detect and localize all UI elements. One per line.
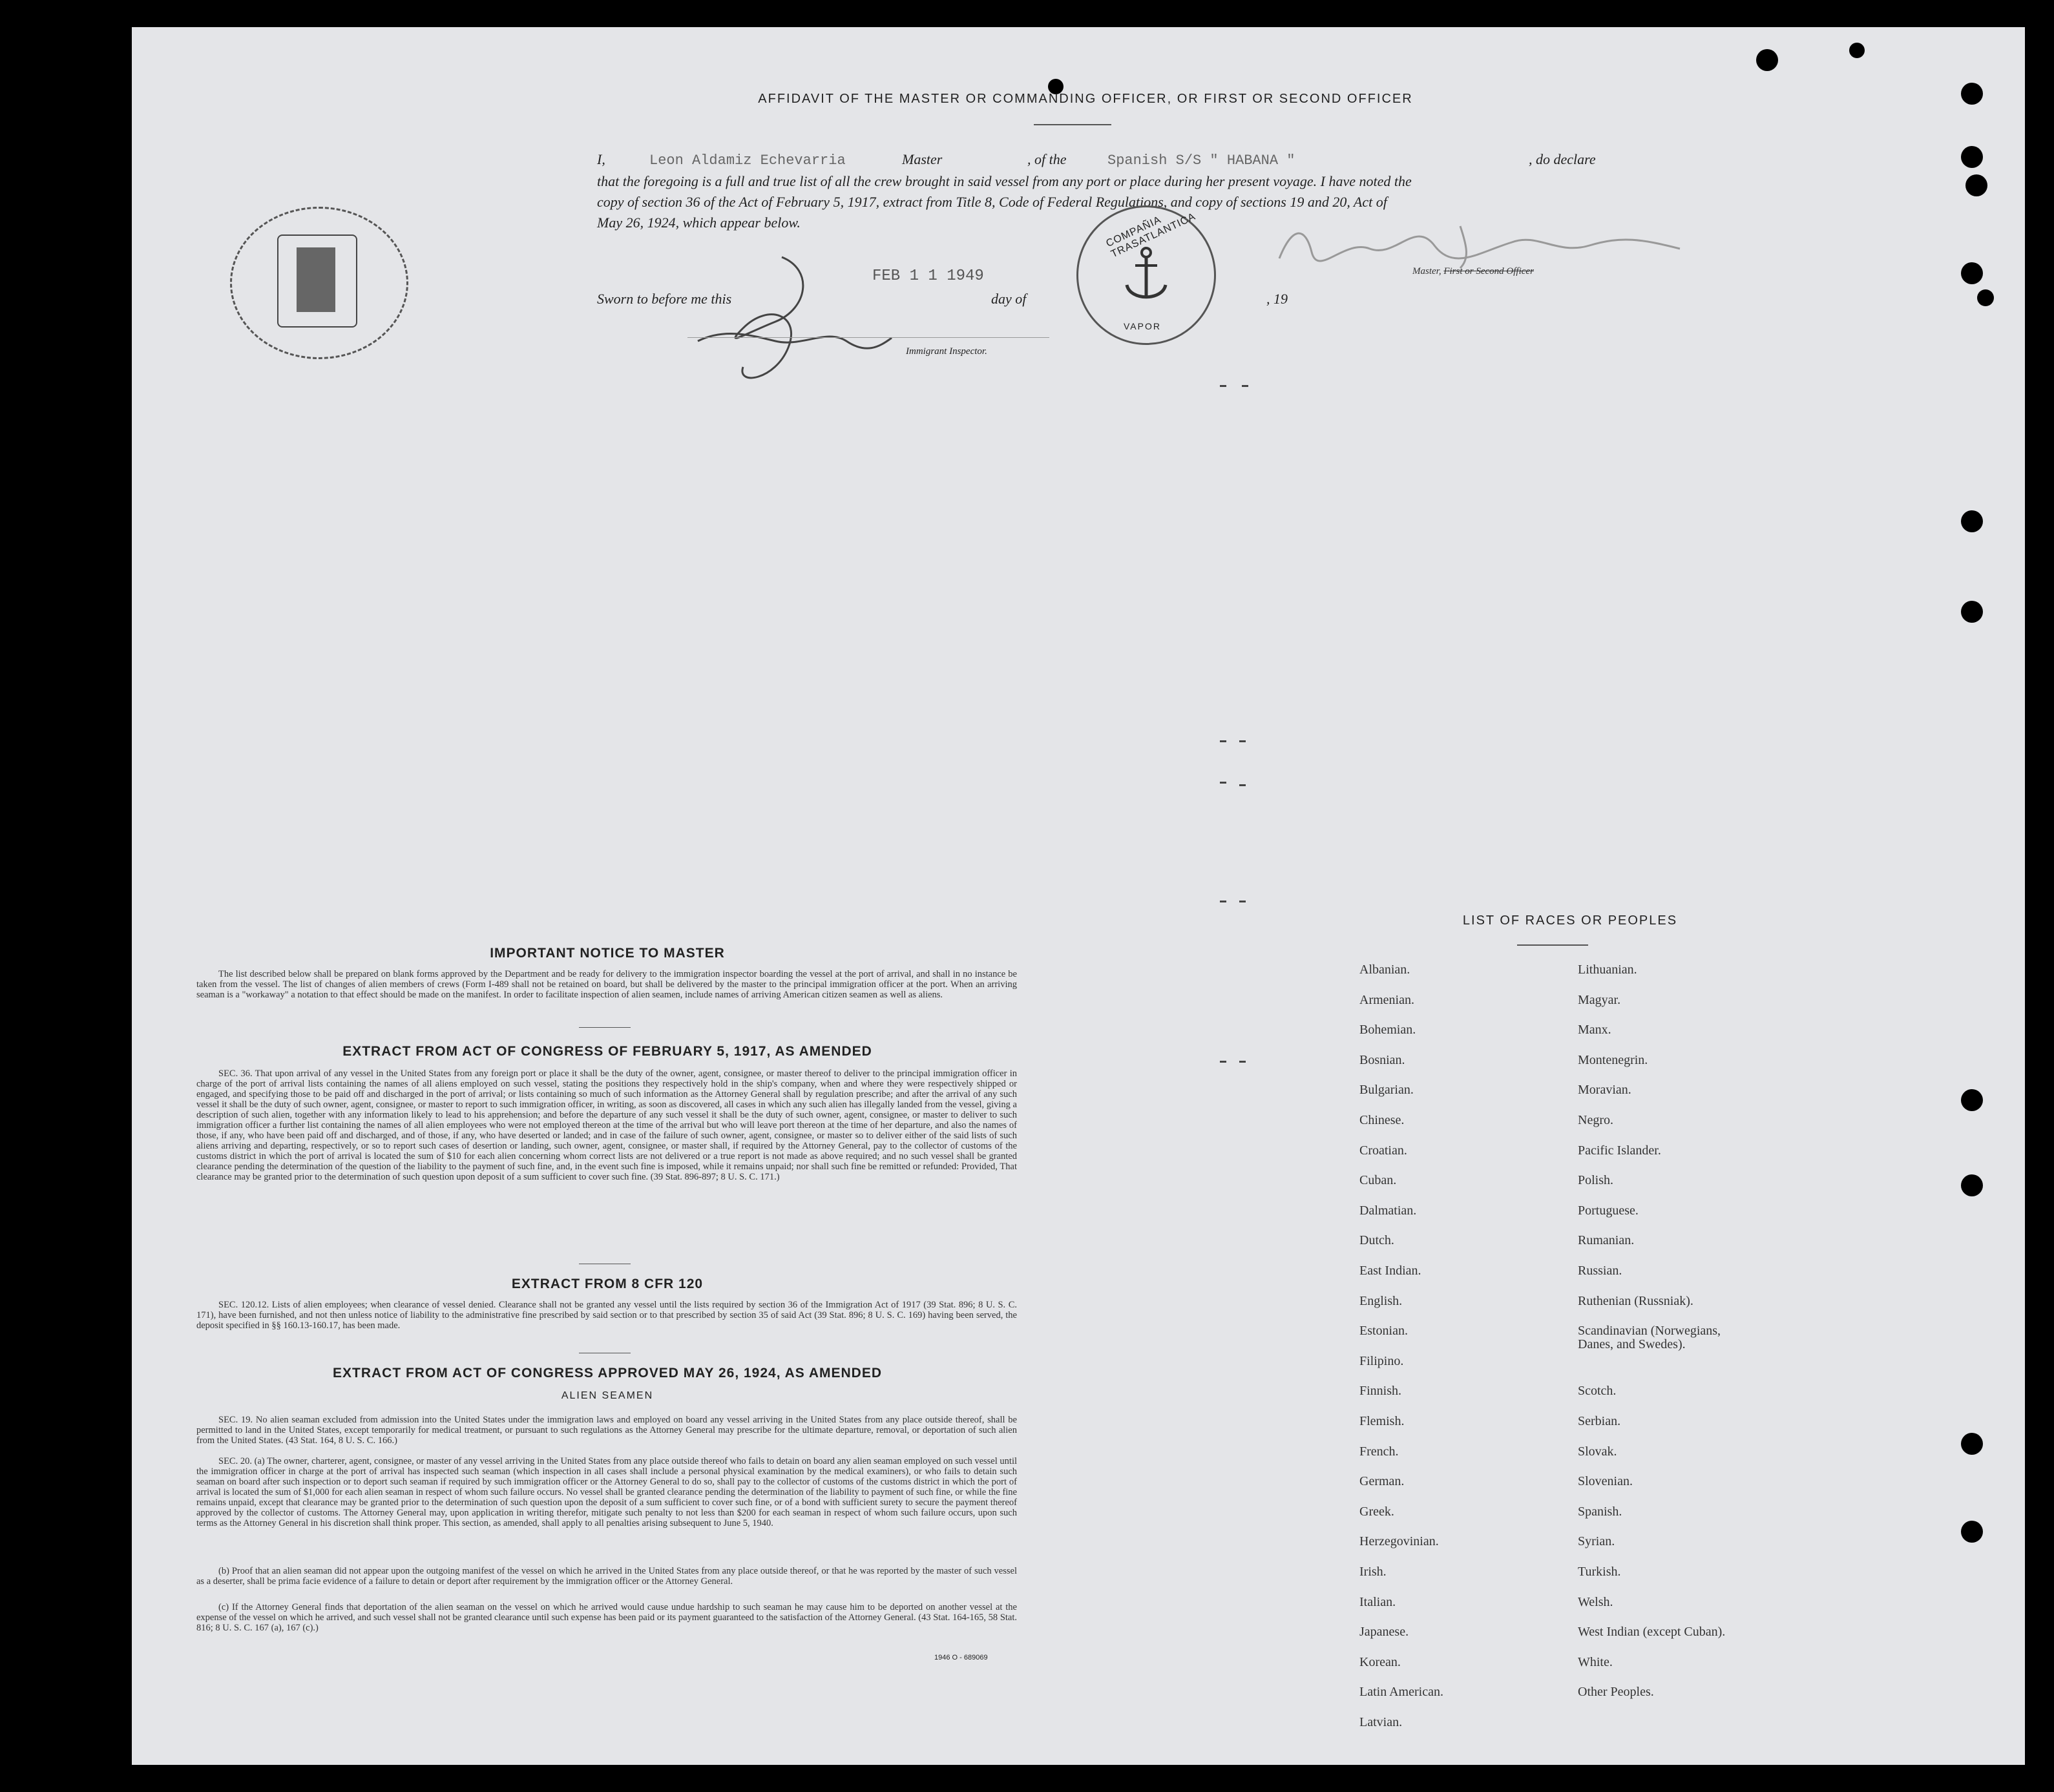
race-item: Slovak.: [1578, 1444, 1617, 1459]
race-item: White.: [1578, 1654, 1613, 1669]
race-item: English.: [1359, 1293, 1403, 1308]
immigration-stamp: [230, 207, 408, 359]
extract-cfr-title: EXTRACT FROM 8 CFR 120: [511, 1276, 704, 1291]
scandinavian-continued: Danes, and Swedes).: [1578, 1337, 1686, 1351]
race-item: Herzegovinian.: [1359, 1534, 1439, 1549]
races-title: LIST OF RACES OR PEOPLES: [1462, 913, 1678, 928]
date-stamp: FEB 1 1 1949: [872, 267, 984, 285]
race-item: German.: [1359, 1474, 1405, 1489]
do-declare-label: , do declare: [1529, 151, 1596, 167]
sec-20c-body: (c) If the Attorney General finds that deportation of the alien seaman on the vessel on which he arrived would cause undue hardship to such seaman he may cause him to be deported on another vessel at the expense of the vessel on which he arrived, and such vessel shall not be granted clearance until such expense has been paid or its payment guaranteed to the satisfaction of the Attorney General. (43 Stat. 164-165, 58 Stat. 816; 8 U. S. C. 167 (a), 167 (c).): [196, 1602, 1017, 1633]
affidavit-line-3: copy of section 36 of the Act of February 5, 1917, extract from Title 8, Code of Federal Regulations, and copy of sections 19 and 20, Act of: [597, 194, 1387, 210]
affidavit-title: AFFIDAVIT OF THE MASTER OR COMMANDING OFFICER, OR FIRST OR SECOND OFFICER: [758, 92, 1413, 106]
affidavit-i: I,: [597, 151, 605, 167]
race-item: Ruthenian (Russniak).: [1578, 1293, 1693, 1308]
company-seal: COMPAÑIA TRASATLANTICA VAPOR: [1076, 205, 1216, 345]
race-item: Croatian.: [1359, 1143, 1407, 1158]
vessel-field: Spanish S/S " HABANA ": [1107, 152, 1295, 169]
race-item: Manx.: [1578, 1023, 1611, 1037]
sec-19-body: SEC. 19. No alien seaman excluded from admission into the United States under the immigration laws and employed on board any vessel arriving in the United States from any place outside thereof, shall be permitted to land in the United States, except temporarily for medical treatment, or pursuant to such regulations as the Attorney General may prescribe for the ultimate departure, removal, or deportation of such alien from the United States. (43 Stat. 164, 8 U. S. C. 166.): [196, 1415, 1017, 1446]
race-item: Dalmatian.: [1359, 1203, 1417, 1218]
rank-field: Master: [902, 151, 943, 167]
race-item: Montenegrin.: [1578, 1052, 1648, 1067]
race-item: Negro.: [1578, 1113, 1613, 1127]
affidavit-line-4: May 26, 1924, which appear below.: [597, 214, 801, 231]
race-item: Russian.: [1578, 1264, 1622, 1278]
race-item: Albanian.: [1359, 963, 1410, 977]
race-item: Bosnian.: [1359, 1052, 1405, 1067]
race-item: Latvian.: [1359, 1715, 1403, 1729]
race-item: Serbian.: [1578, 1414, 1621, 1428]
race-item: Latin American.: [1359, 1685, 1443, 1700]
race-item: Scotch.: [1578, 1384, 1617, 1399]
extract-1924-title: EXTRACT FROM ACT OF CONGRESS APPROVED MAY 26, 1924, AS AMENDED: [332, 1366, 883, 1380]
extract-cfr-body: SEC. 120.12. Lists of alien employees; when clearance of vessel denied. Clearance shall not be granted any vessel until the lists required by section 36 of the Immigration Act of 1917 (39 Stat. 896; 8 U. S. C. 171), have been furnished, and not then unless notice of liability to the administrative fine prescribed by said section or to that prescribed by section 35 of said Act (39 Stat. 896; 8 U. S. C. 169) having been served, the deposit specified in §§ 160.13-160.17, has been made.: [196, 1300, 1017, 1331]
race-item: Cuban.: [1359, 1173, 1397, 1188]
race-item: Bohemian.: [1359, 1023, 1416, 1037]
extract-1924-subtitle: ALIEN SEAMEN: [561, 1390, 654, 1401]
race-item: Bulgarian.: [1359, 1083, 1414, 1098]
print-code: 1946 O - 689069: [934, 1654, 988, 1662]
race-item: Portuguese.: [1578, 1203, 1639, 1218]
race-item: Other Peoples.: [1578, 1685, 1654, 1700]
race-item: Finnish.: [1359, 1384, 1402, 1399]
race-item: Polish.: [1578, 1173, 1614, 1188]
race-item: Irish.: [1359, 1565, 1387, 1579]
race-item: Rumanian.: [1578, 1233, 1635, 1248]
sec-20b-body: (b) Proof that an alien seaman did not appear upon the outgoing manifest of the vessel on which he arrived in the United States from any place outside thereof, or that he was reported by the master of such vessel as a deserter, shall be prima facie evidence of a failure to detain or deport after requirement by the immigration officer or the Attorney General.: [196, 1566, 1017, 1587]
affidavit-line-2: that the foregoing is a full and true list of all the crew brought in said vessel from any port or place during her present voyage. I have noted the: [597, 173, 1412, 189]
sec-20a-body: SEC. 20. (a) The owner, charterer, agent, consignee, or master of any vessel arriving in the United States from any place outside thereof who fails to detain on board any alien seaman employed on such vessel until the immigration officer in charge at the port of arrival has inspected such seaman (which inspection in all cases shall include a personal physical examination by the medical examiners), or who fails to detain such seaman on board after such inspection or to deport such seaman if required by such immigration officer or the Attorney General to do so, shall pay to the collector of customs of the customs district in which the port of arrival is located the sum of $1,000 for each alien seaman in respect of whom such failure occurs. No vessel shall be granted clearance pending the determination of the liability to payment of such fine, or while the fine remains unpaid, except that clearance may be granted prior to the determination of such question upon the deposit of a sum sufficient to cover such fine, or of a bond with sufficient surety to secure the payment thereof approved by the collector of customs. The Attorney General may, upon application in writing therefor, mitigate such penalty to not less than $200 for each seaman in respect of whom such failure occurs, upon such terms as the Attorney General in his discretion shall think proper. This section, as amended, shall apply to all penalties arising subsequent to June 5, 1940.: [196, 1456, 1017, 1528]
race-item: Welsh.: [1578, 1594, 1613, 1609]
year-label: , 19: [1266, 291, 1288, 307]
master-caption: Master, First or Second Officer: [1412, 266, 1534, 276]
race-item: Estonian.: [1359, 1324, 1408, 1339]
race-item: East Indian.: [1359, 1264, 1421, 1278]
notice-title: IMPORTANT NOTICE TO MASTER: [490, 946, 725, 961]
inspector-caption: Immigrant Inspector.: [906, 346, 987, 357]
of-the-label: , of the: [1027, 151, 1067, 167]
race-item: Filipino.: [1359, 1353, 1404, 1368]
race-item: Moravian.: [1578, 1083, 1631, 1098]
race-item: Magyar.: [1578, 992, 1621, 1007]
race-item: Flemish.: [1359, 1414, 1405, 1428]
race-item: Armenian.: [1359, 992, 1414, 1007]
race-item: West Indian (except Cuban).: [1578, 1625, 1726, 1640]
extract-1917-title: EXTRACT FROM ACT OF CONGRESS OF FEBRUARY 5, 1917, AS AMENDED: [342, 1044, 872, 1059]
race-item: Slovenian.: [1578, 1474, 1633, 1489]
race-item: Chinese.: [1359, 1113, 1405, 1127]
race-item: Japanese.: [1359, 1625, 1409, 1640]
race-item: Spanish.: [1578, 1504, 1622, 1519]
race-item: Korean.: [1359, 1654, 1401, 1669]
master-signature: [1266, 213, 1693, 271]
race-item: Syrian.: [1578, 1534, 1615, 1549]
race-item: Lithuanian.: [1578, 963, 1637, 977]
extract-1917-body: SEC. 36. That upon arrival of any vessel in the United States from any foreign port or place it shall be the duty of the owner, agent, consignee, or master thereof to deliver to the principal immigration officer in charge of the port of arrival lists containing the names of all aliens employed on such vessel, stating the positions they respectively hold in the ship's company, when and where they were respectively shipped or engaged, and specifying those to be paid off and discharged in the port of arrival; or lists containing so much of such information as the Attorney General shall by regulation prescribe; and after the arrival of any such vessel it shall be the duty of such owner, agent, consignee, or master to report to such immigration officer, in writing, as soon as discovered, all cases in which any such alien has illegally landed from the vessel, giving a description of such alien, together with any information likely to lead to his apprehension; and before the departure of any such vessel it shall be the duty of such owner, agent, consignee, or master to deliver to such immigration officer a further list containing the names of all alien employees who were not employed thereon at the time of the arrival but who will leave port thereon at the time of her departure, and also the names of those, if any, who have been paid off and discharged, and of those, if any, who have deserted or landed; and in case of the failure of such owner, agent, consignee, or master so to deliver either of the said lists of such aliens arriving and departing, respectively, or so to report such cases of desertion or landing, such owner, agent, consignee, or master shall, if required by the Attorney General, pay to the collector of customs of the customs district in which the port of arrival is located the sum of $10 for each alien concerning whom correct lists are not delivered or a true report is not made as above required; and no such vessel shall be granted clearance pending the determination of the question of the liability to the payment of such fine, and, in the event such fine is imposed, while it remains unpaid; nor shall such fine be remitted or refunded: Provided, That clearance may be granted prior to the determination of such question upon deposit of a sum sufficient to cover such fine. (39 Stat. 896-897; 8 U. S. C. 171.): [196, 1068, 1017, 1182]
master-name-field: Leon Aldamiz Echevarria: [649, 152, 846, 169]
race-item: Turkish.: [1578, 1565, 1621, 1579]
race-item: Dutch.: [1359, 1233, 1394, 1248]
notice-body: The list described below shall be prepared on blank forms approved by the Department and be ready for delivery to the immigration inspector boarding the vessel at the port of arrival, and shall in no instance be taken from the vessel. The list of changes of alien members of crews (Form I-489 shall not be retained on board, but shall be delivered by the master to the principal immigration officer at the port. When an arriving seaman is a "workaway" a notation to that effect should be made on the manifest. In order to facilitate inspection of alien seamen, include names of arriving American citizen seamen as well as aliens.: [196, 969, 1017, 1000]
race-item: Pacific Islander.: [1578, 1143, 1661, 1158]
inspector-signature: [685, 251, 905, 393]
race-item: French.: [1359, 1444, 1399, 1459]
race-item: Italian.: [1359, 1594, 1396, 1609]
anchor-icon: [1124, 246, 1169, 304]
race-item: Scandinavian (Norwegians,: [1578, 1324, 1721, 1339]
day-of-label: day of: [991, 291, 1027, 307]
race-item: Greek.: [1359, 1504, 1394, 1519]
sworn-label: Sworn to before me this: [597, 291, 732, 307]
